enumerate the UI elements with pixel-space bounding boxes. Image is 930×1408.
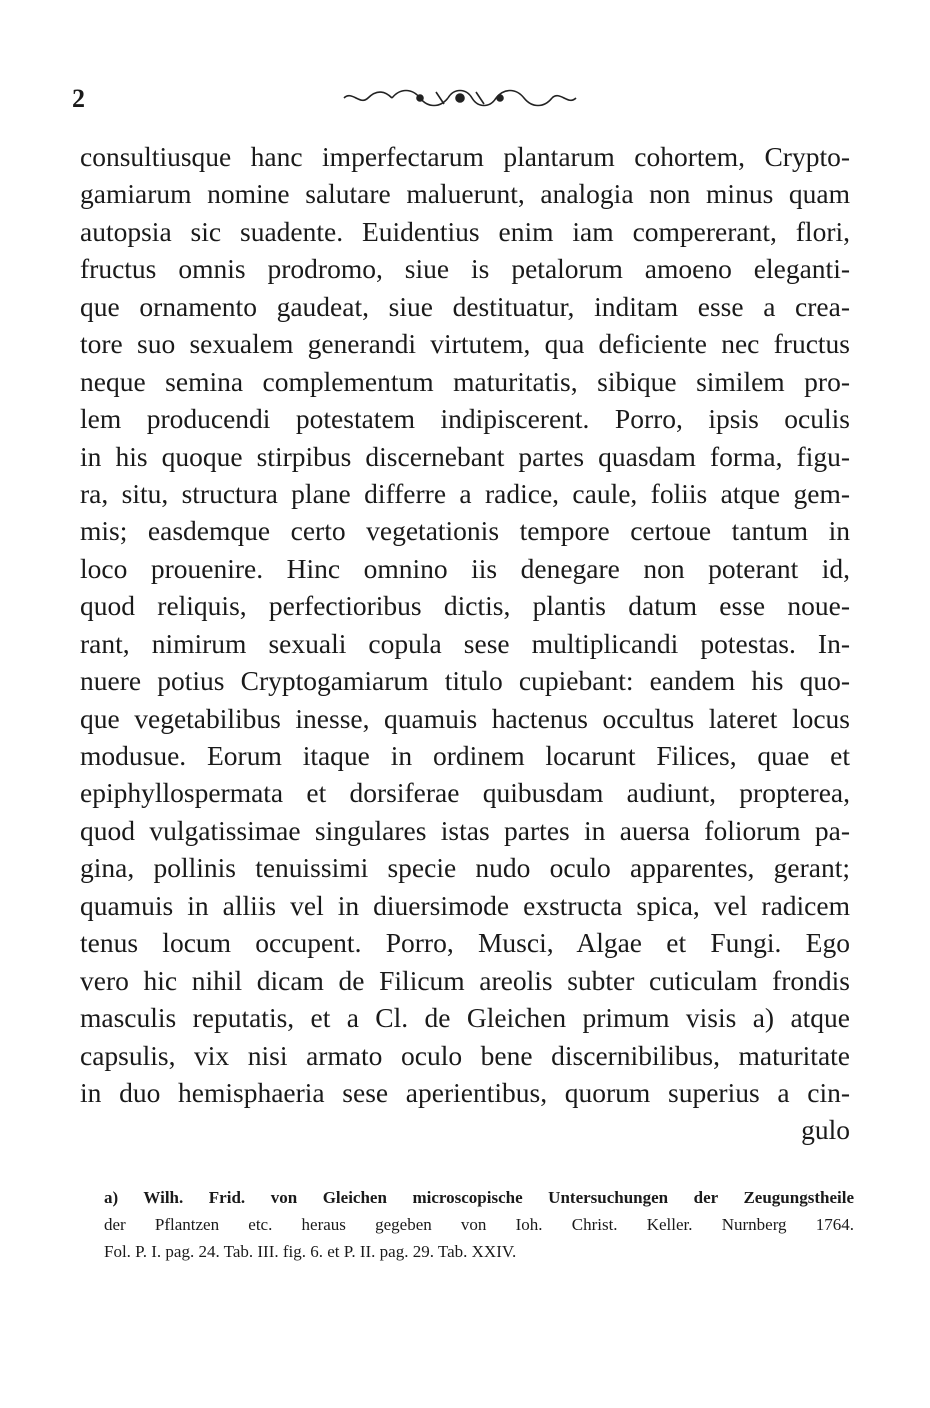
text-line: quod vulgatissimae singulares istas partes in auersa foliorum pa- xyxy=(80,814,850,846)
footnote-line: Fol. P. I. pag. 24. Tab. III. fig. 6. et P. II. pag. 29. Tab. XXIV. xyxy=(104,1242,517,1261)
text-line: lem producendi potestatem indipiscerent. Porro, ipsis oculis xyxy=(80,403,850,435)
text-line: tenus locum occupent. Porro, Musci, Algae et Fungi. Ego xyxy=(80,927,850,959)
text-line-catchword: gulo xyxy=(801,1114,850,1146)
text-line: epiphyllospermata et dorsiferae quibusdam audiunt, propterea, xyxy=(80,777,850,809)
text-line: modusue. Eorum itaque in ordinem locarunt Filices, quae et xyxy=(80,740,850,771)
text-line: tore suo sexualem generandi virtutem, qua deficiente nec fructus xyxy=(80,328,850,360)
text-line: masculis reputatis, et a Cl. de Gleichen primum visis a) atque xyxy=(80,1002,850,1034)
text-line: que ornamento gaudeat, siue destituatur, inditam esse a crea- xyxy=(80,290,850,322)
page-number: 2 xyxy=(72,84,85,113)
text-line: autopsia sic suadente. Euidentius enim iam compererant, flori, xyxy=(80,215,850,247)
text-line: quod reliquis, perfectioribus dictis, plantis datum esse noue- xyxy=(80,590,850,622)
text-line: rant, nimirum sexuali copula sese multiplicandi potestas. In- xyxy=(80,627,850,659)
footnote-line: a) Wilh. Frid. von Gleichen microscopische Untersuchungen der Zeugungstheile xyxy=(104,1188,854,1207)
text-line: gina, pollinis tenuissimi specie nudo oculo apparentes, gerant; xyxy=(80,852,850,884)
text-line: nuere potius Cryptogamiarum titulo cupiebant: eandem his quo- xyxy=(80,665,850,697)
text-line: consultiusque hanc imperfectarum plantarum cohortem, Crypto- xyxy=(80,141,850,172)
text-line: mis; easdemque certo vegetationis tempore certoue tantum in xyxy=(80,515,850,547)
text-line: quamuis in alliis vel in diuersimode exstructa spica, vel radicem xyxy=(80,889,850,921)
text-line: vero hic nihil dicam de Filicum areolis subter cuticulam frondis xyxy=(80,964,850,996)
text-line: ra, situ, structura plane differre a radice, caule, foliis atque gem- xyxy=(80,477,850,509)
decorative-headpiece-ornament xyxy=(340,84,580,112)
footnote-line: der Pflantzen etc. heraus gegeben von Ioh. Christ. Keller. Nurnberg 1764. xyxy=(104,1215,854,1234)
text-line: gamiarum nomine salutare maluerunt, analogia non minus quam xyxy=(80,178,850,210)
text-line: neque semina complementum maturitatis, sibique similem pro- xyxy=(80,365,850,397)
text-line: que vegetabilibus inesse, quamuis hactenus occultus lateret locus xyxy=(80,702,850,734)
text-line: loco prouenire. Hinc omnino iis denegare non poterant id, xyxy=(80,552,850,584)
text-line: capsulis, vix nisi armato oculo bene discernibilibus, maturitate xyxy=(80,1039,850,1071)
footnote-block xyxy=(104,1184,854,1265)
main-text-block xyxy=(80,138,850,1149)
text-line: fructus omnis prodromo, siue is petalorum amoeno eleganti- xyxy=(80,253,850,285)
text-line: in his quoque stirpibus discernebant partes quasdam forma, figu- xyxy=(80,440,850,472)
text-line: in duo hemisphaeria sese aperientibus, quorum superius a cin- xyxy=(80,1076,850,1108)
